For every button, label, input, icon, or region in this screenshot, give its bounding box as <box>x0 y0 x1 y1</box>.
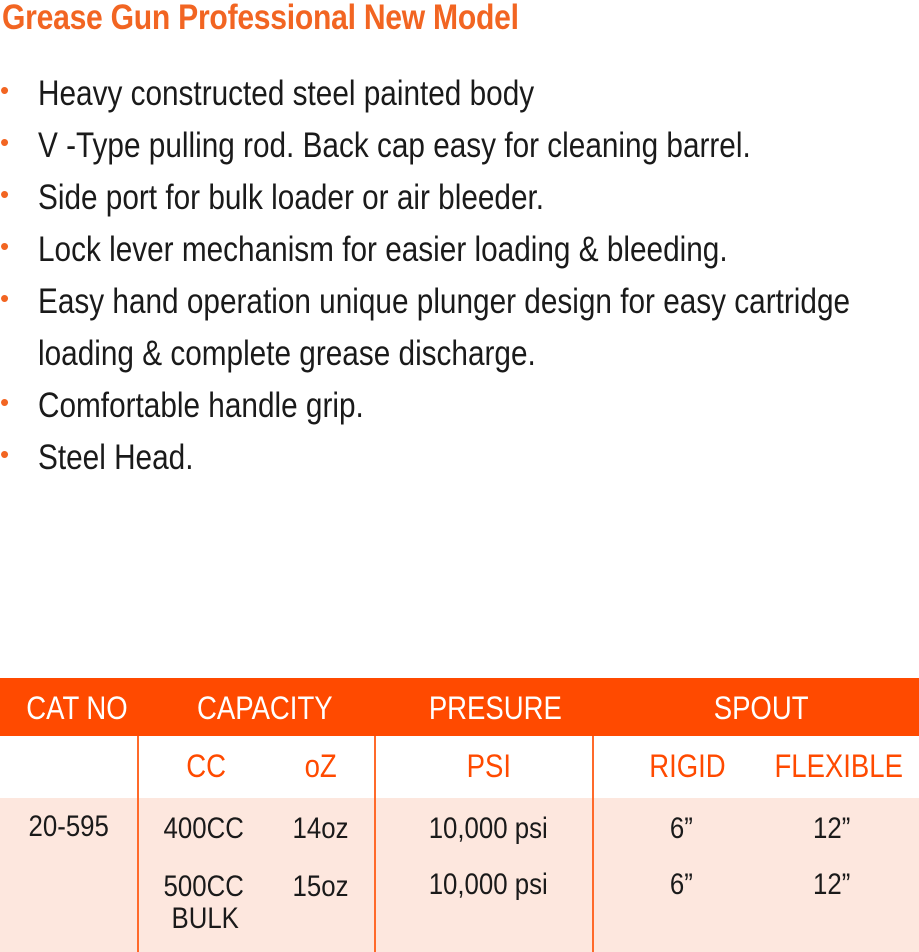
feature-item: • Heavy constructed steel painted body <box>0 68 919 120</box>
cell-flexible: 12” <box>813 868 851 901</box>
feature-item: • Lock lever mechanism for easier loading & bleeding. <box>0 224 919 276</box>
feature-item: • V -Type pulling rod. Back cap easy for cleaning barrel. <box>0 120 919 172</box>
bullet-icon: • <box>0 439 10 469</box>
table-header-row <box>0 678 919 736</box>
bullet-icon: • <box>0 127 10 157</box>
feature-item: • Comfortable handle grip. <box>0 380 919 432</box>
spec-table <box>0 678 919 952</box>
header-pressure: PRESURE <box>428 690 562 726</box>
cell-flexible: 12” <box>813 812 851 845</box>
column-divider <box>374 736 376 952</box>
subheader-psi: PSI <box>466 748 511 784</box>
header-spout: SPOUT <box>713 690 809 726</box>
subheader-flexible: FLEXIBLE <box>774 748 903 784</box>
subheader-oz: oZ <box>304 748 337 784</box>
bullet-icon: • <box>0 75 10 105</box>
feature-item: • Easy hand operation unique plunger design for easy cartridge <box>0 276 919 328</box>
cell-psi: 10,000 psi <box>428 812 548 845</box>
cell-rigid: 6” <box>669 812 693 845</box>
column-divider <box>137 736 139 952</box>
bullet-icon: • <box>0 179 10 209</box>
cell-cc: 500CC <box>163 870 244 903</box>
feature-item-continuation: loading & complete grease discharge. <box>38 334 536 373</box>
header-capacity: CAPACITY <box>197 690 333 726</box>
cell-psi: 10,000 psi <box>428 868 548 901</box>
cell-cc: 400CC <box>163 812 244 845</box>
column-divider <box>592 736 594 952</box>
bullet-icon: • <box>0 283 10 313</box>
feature-item: • Side port for bulk loader or air bleeder. <box>0 172 919 224</box>
page-title: Grease Gun Professional New Model <box>2 0 519 37</box>
bullet-icon: • <box>0 231 10 261</box>
cell-cat-no: 20-595 <box>28 810 109 843</box>
feature-list <box>0 68 919 484</box>
bullet-icon: • <box>0 387 10 417</box>
feature-item: • Steel Head. <box>0 432 919 484</box>
cell-rigid: 6” <box>669 868 693 901</box>
cell-oz: 15oz <box>292 870 349 903</box>
cell-cc-note: BULK <box>171 902 239 935</box>
header-cat-no: CAT NO <box>26 690 128 726</box>
cell-oz: 14oz <box>292 812 349 845</box>
subheader-rigid: RIGID <box>649 748 726 784</box>
subheader-cc: CC <box>186 748 226 784</box>
